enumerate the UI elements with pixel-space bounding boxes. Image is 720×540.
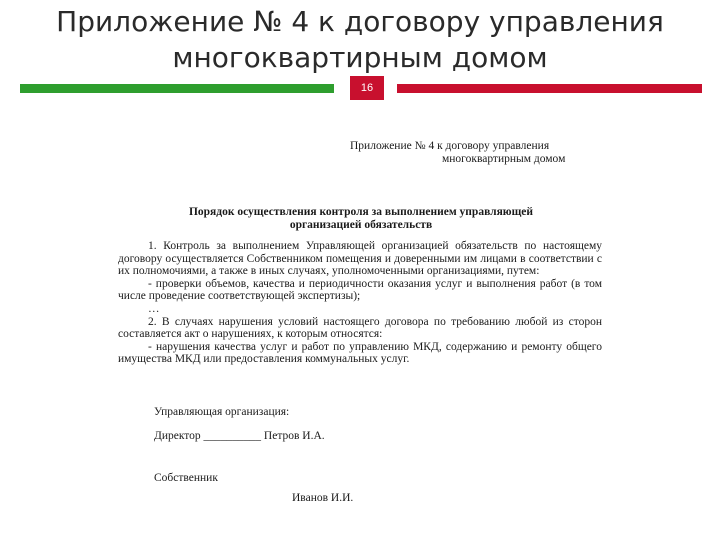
owner-name: Иванов И.И. bbox=[292, 492, 354, 504]
page-number-badge: 16 bbox=[350, 76, 384, 100]
slide-title-line-1: Приложение № 4 к договору управления bbox=[56, 5, 664, 38]
ellipsis: … bbox=[148, 302, 160, 315]
slide-title bbox=[0, 4, 720, 76]
document-heading-line-2: организацией обязательств bbox=[289, 219, 433, 231]
red-divider-bar bbox=[397, 84, 702, 93]
green-divider-bar bbox=[20, 84, 334, 93]
paragraph-violations: 2. В случаях нарушения условий настоящего договора по требованию любой из сторон составляется акт о нарушениях, к которым относятся: bbox=[118, 315, 602, 341]
document-heading-line-1: Порядок осуществления контроля за выполнением управляющей bbox=[188, 206, 534, 218]
paragraph-inspection: - проверки объемов, качества и периодичности оказания услуг и выполнения работ (в том числе проведение соответствующей экспертизы); bbox=[118, 277, 602, 303]
document-body bbox=[118, 240, 602, 366]
document-header-line-2: многоквартирным домом bbox=[442, 152, 566, 165]
paragraph-quality: - нарушения качества услуг и работ по управлению МКД, содержанию и ремонту общего имущества МКД или предоставления коммунальных услуг. bbox=[118, 340, 602, 366]
director-signature-line: Директор __________ Петров И.А. bbox=[154, 430, 325, 442]
scanned-document bbox=[118, 140, 604, 535]
slide-title-line-2: многоквартирным домом bbox=[172, 41, 548, 74]
document-header-line-1: Приложение № 4 к договору управления bbox=[350, 140, 550, 152]
document-header bbox=[350, 140, 600, 165]
paragraph-control: 1. Контроль за выполнением Управляющей организацией обязательств по настоящему договору осуществляется Собственником помещения и доверенными им лицами в соответствии с их полномочиями, а также в иных случаях, уполномоченными организациями, путем: bbox=[118, 240, 602, 278]
management-org-label: Управляющая организация: bbox=[154, 406, 290, 418]
document-heading bbox=[118, 206, 604, 232]
owner-label: Собственник bbox=[154, 472, 218, 484]
